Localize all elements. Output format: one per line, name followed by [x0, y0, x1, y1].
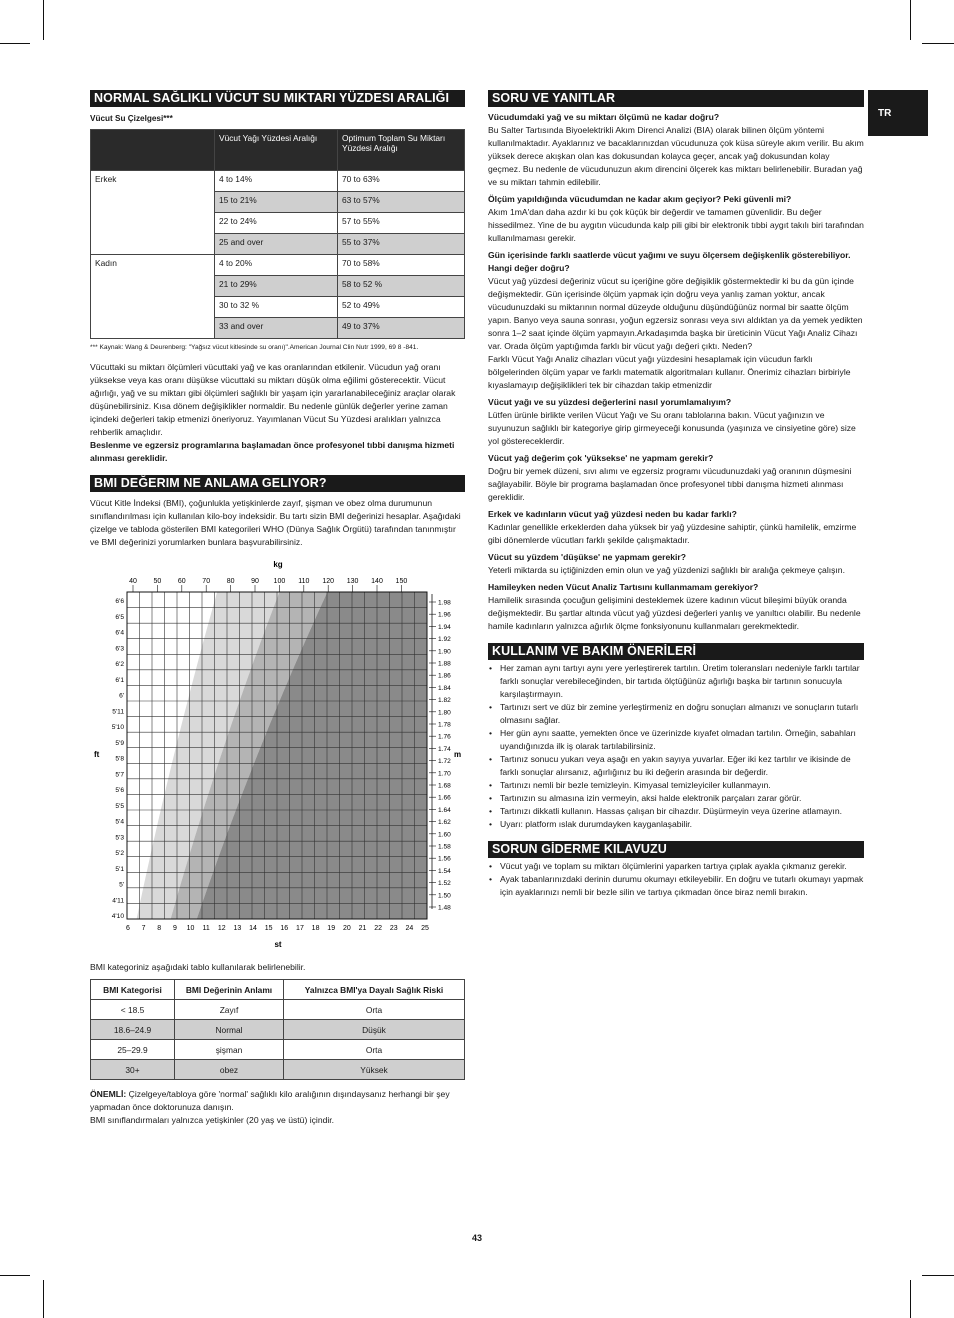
- bmi-cell: < 18.5: [91, 1000, 175, 1020]
- water-group-label: Kadın: [91, 255, 215, 339]
- right-tick-label: 1.82: [438, 697, 451, 705]
- left-tick-label: 5'3: [115, 834, 124, 842]
- bmi-cell: Zayıf: [175, 1000, 284, 1020]
- right-tick-label: 1.50: [438, 892, 451, 900]
- bmi-th-0: BMI Kategorisi: [91, 980, 175, 1000]
- water-cell: 25 and over: [215, 234, 338, 255]
- right-tick-label: 1.92: [438, 636, 451, 644]
- bottom-axis-label: st: [274, 940, 282, 949]
- care-item: • Uyarı: platform ıslak durumdayken kayganlaşabilir.: [500, 818, 864, 831]
- bmi-cell: Düşük: [284, 1020, 465, 1040]
- important-note: [90, 1088, 465, 1114]
- troubleshooting-list: [488, 860, 864, 899]
- water-cell: 57 to 55%: [338, 213, 465, 234]
- bottom-tick-label: 11: [202, 925, 210, 932]
- bottom-tick-label: 7: [141, 925, 146, 932]
- top-tick-label: 80: [226, 578, 235, 585]
- section-header-qa: SORU VE YANITLAR: [488, 90, 864, 107]
- crop-mark: [910, 1280, 911, 1318]
- water-cell: 22 to 24%: [215, 213, 338, 234]
- water-cell: 70 to 58%: [338, 255, 465, 276]
- bmi-cell: 30+: [91, 1060, 175, 1080]
- top-tick-label: 130: [346, 578, 359, 585]
- bottom-tick-label: 14: [249, 925, 257, 932]
- water-cell: 58 to 52 %: [338, 276, 465, 297]
- water-th-0: [91, 130, 215, 171]
- bottom-tick-label: 16: [280, 925, 289, 932]
- crop-mark: [910, 0, 911, 40]
- bottom-tick-label: 25: [421, 925, 429, 932]
- right-tick-label: 1.56: [438, 855, 451, 863]
- top-tick-label: 120: [322, 578, 335, 585]
- bottom-tick-label: 6: [126, 925, 130, 932]
- left-tick-label: 6'3: [115, 645, 124, 653]
- right-tick-label: 1.76: [438, 733, 451, 741]
- top-tick-label: 40: [129, 578, 137, 585]
- bmi-chart-svg: [90, 557, 465, 957]
- right-tick-label: 1.70: [438, 770, 451, 778]
- right-tick-label: 1.64: [438, 806, 451, 814]
- left-tick-label: 5'5: [115, 802, 124, 810]
- bmi-th-2: Yalnızca BMI'ya Dayalı Sağlık Riski: [284, 980, 465, 1000]
- top-tick-label: 100: [273, 578, 286, 585]
- section-header-care: KULLANIM VE BAKIM ÖNERİLERİ: [488, 643, 864, 660]
- crop-mark: [922, 1275, 954, 1276]
- bmi-paragraph: Vücut Kitle İndeksi (BMI), çoğunlukla yetişkinlerde zayıf, şişman ve obez olma durumunun sınıflandırılması için kullanılan kilo-boy indeksidir. Bu tartı sizin BMI değerinizi hesaplar. Aşağıdaki çizelge ve tabloda gösterilen BMI kategorileri WHO (Dünya Sağlık Örgütü) tarafından tanınmıştır ve BMI değerinizi yorumlarken bunlara başvurabilirsiniz.: [90, 498, 461, 547]
- qa-answer: Farklı Vücut Yağı Analiz cihazları vücut yağı yüzdesini hesaplamak için vücudun farklı bölgelerinden ölçüm yapar ve farklı matematik algoritmaları kullanır. Önerimiz cihazları birbiriyle kıyaslamayıp değişiklikleri tek bir cihazdan takip etmenizdir: [488, 354, 851, 390]
- top-tick-label: 60: [177, 578, 186, 585]
- left-tick-label: 5'2: [115, 850, 124, 857]
- troubleshooting-item: • Vücut yağı ve toplam su miktarı ölçümlerini yaparken tartıya çıplak ayakla çıkmanız gerekir.: [500, 860, 864, 873]
- bottom-tick-label: 17: [296, 925, 304, 932]
- bottom-tick-label: 12: [217, 925, 226, 932]
- bmi-cell: Orta: [284, 1040, 465, 1060]
- left-tick-label: 4'11: [112, 897, 124, 905]
- left-tick-label: 5'6: [115, 787, 124, 794]
- care-item: • Tartınızı nemli bir bezle temizleyin. Kimyasal temizleyiciler kullanmayın.: [500, 779, 864, 792]
- left-tick-label: 5'10: [111, 724, 124, 731]
- left-tick-label: 5'11: [112, 708, 124, 716]
- bottom-tick-label: 10: [186, 925, 195, 932]
- top-tick-label: 110: [298, 578, 310, 585]
- qa-question: Ölçüm yapıldığında vücudumdan ne kadar akım geçiyor? Peki güvenli mi?: [488, 194, 792, 204]
- right-tick-label: 1.96: [438, 611, 451, 619]
- care-item: • Tartınızın su almasına izin vermeyin, aksi halde elektronik parçaları zarar görür.: [500, 792, 864, 805]
- bmi-th-1: BMI Değerinin Anlamı: [175, 980, 284, 1000]
- water-paragraph: Vücuttaki su miktarı ölçümleri vücuttaki yağ ve kas oranlarından etkilenir. Vücudun yağ oranı yüksekse veya kas oranı düşükse vücuttaki su miktarı düşük olma eğilimi gösterecektir. Vücut ağırlığı, yağ ve su miktarı gibi ölçümleri sağlıklı bir yaşam için yararlanabileceğiniz araçlar olarak düşünebilirsiniz. Kısa dönem değişiklikler normaldir. Bu nedenle günlük değerler yerine zaman içindeki değerleri takip etmenizi öneriyoruz. Yayımlanan Vücut Su Yüzdesi aralıkları yalnızca rehberlik amaçlıdır.: [90, 362, 456, 437]
- left-tick-label: 5'1: [115, 865, 124, 873]
- bmi-table: [90, 979, 465, 1080]
- bmi-chart: [90, 557, 465, 957]
- left-tick-label: 5': [119, 881, 124, 889]
- right-tick-label: 1.84: [438, 684, 451, 692]
- water-cell: 33 and over: [215, 318, 338, 339]
- water-chart-subtitle: Vücut Su Çizelgesi***: [90, 114, 173, 123]
- left-tick-label: 4'10: [111, 913, 124, 920]
- qa-question: Gün içerisinde farklı saatlerde vücut yağımı ve suyu ölçersem değişkenlik gösterebiliyor. Hangi değer doğru?: [488, 250, 851, 273]
- right-tick-label: 1.98: [438, 599, 451, 607]
- right-tick-label: 1.94: [438, 623, 451, 631]
- qa-question: Vücudumdaki yağ ve su miktarı ölçümü ne kadar doğru?: [488, 112, 720, 122]
- bottom-tick-label: 8: [157, 925, 162, 932]
- right-tick-label: 1.58: [438, 843, 451, 851]
- water-cell: 4 to 20%: [215, 255, 338, 276]
- important-text: Çizelgeye/tabloya göre 'normal' sağlıklı kilo aralığının dışındaysanız herhangi bir şey yapmadan önce doktorunuza danışın.: [90, 1089, 450, 1112]
- care-item: • Her gün aynı saatte, yemekten önce ve üzerinizde kıyafet olmadan tartılın. Örneğin, sabahları uyandığınızda ilk iş olarak tartılabilirsiniz.: [500, 727, 864, 753]
- care-item: • Tartınızı sert ve düz bir zemine yerleştirmeniz en doğru sonuçları almanızı ve sonuçların tutarlı olmasını sağlar.: [500, 701, 864, 727]
- right-tick-label: 1.52: [438, 880, 451, 888]
- bottom-tick-label: 19: [327, 925, 336, 932]
- section-header-bmi: BMI DEĞERIM NE ANLAMA GELIYOR?: [90, 475, 465, 492]
- qa-answer: Lütfen ürünle birlikte verilen Vücut Yağı ve Su oranı tablolarına bakın. Vücut yağınızın ve suyunuzun sağlıklı bir kategoriye girip girmeyeceği konusunda (yaşınıza ve cinsiyetine göre) size yol göstereceklerdir.: [488, 410, 856, 446]
- water-warning: Beslenme ve egzersiz programlarına başlamadan önce profesyonel tıbbi danışma hizmeti alınması gereklidir.: [90, 440, 455, 463]
- qa-question: Vücut yağ değerim çok 'yüksekse' ne yapmam gerekir?: [488, 453, 714, 463]
- left-column: [90, 90, 465, 1127]
- crop-mark: [922, 43, 954, 44]
- bmi-cell: şişman: [175, 1040, 284, 1060]
- right-tick-label: 1.60: [438, 831, 451, 839]
- care-item: • Tartınız sonucu yukarı veya aşağı en yakın sayıya yuvarlar. Eğer iki kez tartılır ve ikisinde de farklı sonuçlar alırsanız, ağırlığınız bu iki değerin arasında bir değerdir.: [500, 753, 864, 779]
- bmi-cell: 25–29.9: [91, 1040, 175, 1060]
- section-header-water: NORMAL SAĞLIKLI VÜCUT SU MIKTARI YÜZDESI ARALIĞI: [90, 90, 465, 107]
- bottom-tick-label: 15: [264, 925, 273, 932]
- left-tick-label: 6'5: [115, 613, 124, 621]
- crop-mark: [43, 0, 44, 40]
- troubleshooting-item: • Ayak tabanlarınızdaki derinin durumu okumayı etkileyebilir. En doğru ve tutarlı okumayı yapmak için ayaklarınızı nemli bir bezle silin ve tartıya çıkmadan önce biraz nemli bırakın.: [500, 873, 864, 899]
- qa-question: Vücut su yüzdem 'düşükse' ne yapmam gerekir?: [488, 552, 686, 562]
- right-tick-label: 1.48: [438, 904, 451, 912]
- water-cell: 30 to 32 %: [215, 297, 338, 318]
- right-tick-label: 1.62: [438, 819, 451, 827]
- right-tick-label: 1.88: [438, 660, 451, 668]
- bottom-tick-label: 20: [342, 925, 351, 932]
- left-tick-label: 6'6: [115, 598, 124, 605]
- crop-mark: [43, 1280, 44, 1318]
- bottom-tick-label: 21: [358, 925, 367, 932]
- right-tick-label: 1.72: [438, 758, 451, 766]
- left-tick-label: 5'4: [115, 818, 124, 826]
- bottom-tick-label: 22: [374, 925, 383, 932]
- right-tick-label: 1.90: [438, 648, 451, 656]
- bottom-tick-label: 18: [311, 925, 320, 932]
- right-tick-label: 1.66: [438, 794, 451, 802]
- right-tick-label: 1.78: [438, 721, 451, 729]
- left-tick-label: 6'1: [115, 676, 124, 684]
- water-cell: 52 to 49%: [338, 297, 465, 318]
- water-cell: 70 to 63%: [338, 171, 465, 192]
- qa-answer: Hamilelik sırasında çocuğun gelişimini desteklemek üzere kadının vücut bileşimi büyük oranda değişmektedir. Bu şartlar altında vücut yağ yüzdesi değerleri yanlış ve yanıltıcı olabilir. Bu nedenle hamile kadınların yalnızca ağırlık ölçme fonksiyonunu kullanmaları gerekmektedir.: [488, 595, 861, 631]
- bmi-cell: obez: [175, 1060, 284, 1080]
- language-tab: TR: [868, 90, 928, 136]
- qa-answer: Akım 1mA'dan daha azdır ki bu çok küçük bir değerdir ve tamamen güvenlidir. Bu değer hissedilmez. Yine de bu aygıtın vücudunda kalp pili gibi bir elektronik tıbbi aygıt takılı biri tarafından kullanılmaması gerekir.: [488, 207, 864, 243]
- top-tick-label: 90: [251, 578, 259, 585]
- water-cell: 4 to 14%: [215, 171, 338, 192]
- water-table: [90, 129, 465, 339]
- bottom-tick-label: 23: [389, 925, 398, 932]
- qa-answer: Doğru bir yemek düzeni, sıvı alımı ve egzersiz programı vücudunuzdaki yağ oranının düşmesini sağlayabilir. Böyle bir programa başlamadan önce profesyonel tıbbi danışma hizmeti alınması gereklidir.: [488, 466, 852, 502]
- right-tick-label: 1.86: [438, 672, 451, 680]
- water-footnote: *** Kaynak: Wang & Deurenberg: "Yağsız vücut kitlesinde su oranı)".American Journal Clin Nutr 1999, 69 8 -841.: [90, 344, 419, 351]
- left-tick-label: 6'2: [115, 661, 124, 668]
- right-axis-label: m: [454, 750, 462, 759]
- left-axis-label: ft: [94, 750, 100, 759]
- crop-mark: [0, 1275, 30, 1276]
- top-tick-label: 70: [202, 578, 211, 585]
- bmi-cell: Normal: [175, 1020, 284, 1040]
- bmi-cell: Orta: [284, 1000, 465, 1020]
- care-list: [488, 662, 864, 831]
- bmi-table-intro: BMI kategoriniz aşağıdaki tablo kullanılarak belirlenebilir.: [90, 962, 306, 972]
- right-tick-label: 1.68: [438, 782, 451, 790]
- qa-answer: Kadınlar genellikle erkeklerden daha yüksek bir yağ yüzdesine sahiptir, çünkü hamilelik, emzirme gibi dönemlerde vücutları farklı şekilde çalışmaktadır.: [488, 522, 857, 545]
- bottom-tick-label: 13: [233, 925, 242, 932]
- right-column: [488, 90, 864, 899]
- top-tick-label: 150: [395, 578, 408, 585]
- right-tick-label: 1.80: [438, 709, 451, 717]
- qa-list: [488, 111, 864, 633]
- left-tick-label: 5'8: [115, 755, 124, 763]
- left-tick-label: 5'9: [115, 739, 124, 747]
- bottom-tick-label: 24: [405, 925, 414, 932]
- qa-answer: Bu Salter Tartısında Biyoelektrikli Akım Direnci Analizi (BIA) olarak bilinen ölçüm yöntemi kullanılmaktadır. Ayaklarınız ve bacaklarınızdan vücudunuza çok küsa süreyle akım verilir. Bu akım yüksek derece akışkan olan kas dokusundan kolayca geçer, ancak yağ dokusundan kolay geçmez. Bu nedenle de vücudunuzun akım direncini ölçerek kas miktarı belirlenebilir. Buradan yağ ve su miktarı tahmin edilebilir.: [488, 125, 864, 187]
- water-th-1: Vücut Yağı Yüzdesi Aralığı: [215, 130, 338, 171]
- qa-answer: Yeterli miktarda su içtiğinizden emin olun ve yağ yüzdenizi sağlıklı bir aralığa çekmeye çalışın.: [488, 565, 845, 575]
- bottom-tick-label: 9: [172, 925, 177, 932]
- left-tick-label: 6': [119, 692, 124, 700]
- water-group-label: Erkek: [91, 171, 215, 255]
- care-item: • Her zaman aynı tartıyı aynı yere yerleştirerek tartılın. Üretim toleransları nedeniyle farklı tartılar farklı sonuçlar verebileceğinden, bir tartıda ölçtüğünüz ağırlığı başka bir tartının sonucuyla karşılaştırmayın.: [500, 662, 864, 701]
- water-cell: 63 to 57%: [338, 192, 465, 213]
- right-tick-label: 1.74: [438, 745, 451, 753]
- qa-question: Erkek ve kadınların vücut yağ yüzdesi neden bu kadar farklı?: [488, 509, 737, 519]
- left-tick-label: 5'7: [115, 771, 124, 779]
- qa-question: Hamileyken neden Vücut Analiz Tartısını kullanmamam gerekiyor?: [488, 582, 759, 592]
- water-th-2: Optimum Toplam Su Miktarı Yüzdesi Aralığı: [338, 130, 465, 171]
- qa-question: Vücut yağı ve su yüzdesi değerlerini nasıl yorumlamalıyım?: [488, 397, 732, 407]
- important-text-2: BMI sınıflandırmaları yalnızca yetişkinler (20 yaş ve üstü) içindir.: [90, 1115, 335, 1125]
- page-number: 43: [471, 1233, 482, 1243]
- top-axis-label: kg: [273, 560, 283, 569]
- top-tick-label: 50: [153, 578, 162, 585]
- crop-mark: [0, 43, 30, 44]
- care-item: • Tartınızı dikkatli kullanın. Hassas çalışan bir cihazdır. Düşürmeyin veya üzerine atlamayın.: [500, 805, 864, 818]
- bmi-cell: Yüksek: [284, 1060, 465, 1080]
- water-cell: 55 to 37%: [338, 234, 465, 255]
- qa-answer: Vücut yağ yüzdesi değeriniz vücut su içeriğine göre değişiklik göstermektedir ki bu da gün içinde değişmektedir. Gün içerisinde ölçüm yapmak için doğru veya yanlış zaman yoktur, ancak vücudunuzdaki su miktarının normal düzeyde olduğunu düşündüğünüz normal bir saatte ölçüm yapın. Banyo veya sauna sonrası, yoğun egzersiz sonrası veya sıvı aldıktan ya da yemek yedikten sonra 1–2 saat içinde ölçüm yapmayın.Arkadaşımda başka bir üreticinin Vücut Yağı Analiz Cihazı var. Orada ölçüm yaptığımda farklı bir vücut yağı değeri çıktı. Neden?: [488, 276, 863, 351]
- water-cell: 21 to 29%: [215, 276, 338, 297]
- water-cell: 15 to 21%: [215, 192, 338, 213]
- water-cell: 49 to 37%: [338, 318, 465, 339]
- left-tick-label: 6'4: [115, 629, 124, 637]
- section-header-troubleshooting: SORUN GİDERME KILAVUZU: [488, 841, 864, 858]
- right-tick-label: 1.54: [438, 867, 451, 875]
- important-label: ÖNEMLİ:: [90, 1089, 127, 1099]
- bmi-cell: 18.6–24.9: [91, 1020, 175, 1040]
- top-tick-label: 140: [371, 578, 383, 585]
